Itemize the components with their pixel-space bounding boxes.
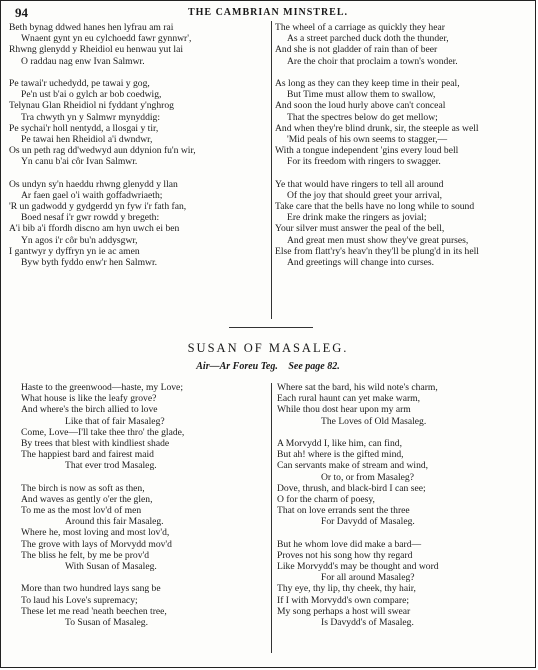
section-rule [229,327,313,328]
verse-line: The wheel of a carriage as quickly they hear [275,22,445,33]
verse-line: Tra chwyth yn y Salmwr mynyddig: [21,111,161,123]
verse-line: Can servants make of stream and wind, [277,460,429,472]
verse-line: Ye that would have ringers to tell all around [275,178,444,190]
song-left-column [21,382,184,628]
air-line [1,361,535,372]
verse-line: Pe sychai'r holl nentydd, a llosgai y tir, [9,122,159,134]
verse-line: And where's the birch allied to love [21,404,158,416]
verse-line: And she is not gladder of rain than of beer [275,44,438,56]
page-number: 94 [15,5,28,20]
verse-line: Boed nesaf i'r gwr rowdd y bregeth: [21,212,160,224]
column-divider [271,21,272,319]
verse-line: A Morvydd I, like him, can find, [277,437,402,449]
verse-line: A'i bib a'i ffordh discno am hyn uwch ei ben [9,223,180,235]
verse-line: Is Davydd's of Masaleg. [321,616,414,628]
verse-line: For Davydd of Masaleg. [321,516,415,528]
verse-line: Beth bynag ddwed hanes hen lyfrau am rai [9,22,174,33]
verse-line: And soon the loud hurly above can't conceal [275,100,446,112]
verse-line: Byw byth fyddo enw'r hen Salmwr. [21,256,158,268]
verse-line: O for the charm of poesy, [277,493,375,505]
verse-line: Os undyn sy'n haeddu rhwng glenydd y llan [9,178,178,190]
verse-line: Each rural haunt can yet make warm, [277,393,421,405]
verse-line: Where he, most loving and most lov'd, [21,527,170,539]
verse-line: Like that of fair Masaleg? [65,415,165,427]
verse-line: Or to, or from Masaleg? [321,471,414,483]
verse-line: Proves not his song how thy regard [277,549,413,561]
verse-line: Your silver must answer the peal of the bell, [275,223,445,235]
verse-line: Ere drink make the ringers as jovial; [287,212,427,224]
verse-line: That the spectres below do get mellow; [287,111,438,123]
verse-line: Are the choir that proclaim a town's wonder. [287,55,458,67]
verse-line: What house is like the leafy grove? [21,393,157,405]
verse-line: Around this fair Masaleg. [65,516,164,528]
song-title: SUSAN OF MASALEG. [187,341,349,355]
verse-line: The bliss he felt, by me be prov'd [21,549,150,561]
verse-line: And greetings will change into curses. [287,256,435,268]
welsh-verse-column [9,22,196,268]
verse-line: Yn agos i'r côr bu'n addysgwr, [21,234,138,246]
verse-line: That ever trod Masaleg. [65,460,157,472]
verse-line: Rhwng glenydd y Rheidiol eu henwau yut lai [9,44,183,56]
verse-line: But Time must allow them to swallow, [287,89,436,101]
verse-line: To Susan of Masaleg. [65,616,148,628]
verse-line: The happiest bard and fairest maid [21,449,154,461]
verse-line: Like Morvydd's may be thought and word [277,561,439,572]
verse-line: By trees that blest with kindliest shade [21,437,170,449]
running-title: THE CAMBRIAN MINSTREL. [187,7,349,18]
verse-line: Thy eye, thy lip, thy cheek, thy hair, [277,583,416,595]
verse-line: Pe tawai'r uchedydd, pe tawai y gog, [9,77,150,89]
verse-line: For all around Masaleg? [321,572,415,584]
verse-line: Come, Love—I'll take thee thro' the glade, [21,426,185,438]
verse-line: But ah! where is the gifted mind, [277,449,404,461]
verse-line: Else from flatt'ry's heav'n they'll be plung'd in its hell [275,245,479,257]
verse-line: The grove with lays of Morvydd mov'd [21,538,172,550]
verse-line: O raddau nag enw Ivan Salmwr. [21,55,145,67]
verse-line: And waves as gently o'er the glen, [21,493,153,505]
verse-line: Pe'n ust b'ai o gylch ar bob coedwig, [21,89,162,101]
verse-line: Telynau Glan Rheidiol ni fyddant y'nghrog [9,100,174,112]
verse-line: That on love errands sent the three [277,505,410,517]
song-right-column [277,382,439,628]
verse-line: Haste to the greenwood—haste, my Love; [21,382,183,393]
verse-line: Yn canu b'ai côr Ivan Salmwr. [21,156,138,168]
verse-line: As a street parched duck doth the thunder, [287,33,449,45]
verse-line: And when they're blind drunk, sir, the steeple as well [275,122,479,134]
verse-line: 'Mid peals of his own seems to stagger,— [287,133,448,145]
verse-line: The birch is now as soft as then, [21,482,145,494]
verse-line: If I with Morvydd's own compare; [277,594,410,606]
verse-line: 'R un gadwodd y gydgerdd yn fyw i'r fath fan, [9,201,187,212]
verse-line: Take care that the bells have no long while to sound [275,201,475,212]
verse-line: With a tongue independent 'gins every loud bell [275,145,459,157]
verse-line: The Loves of Old Masaleg. [321,415,427,427]
song-column-divider [271,383,272,653]
verse-line: Of the joy that should greet your arrival, [287,189,443,201]
verse-line: Ar faen gael o'i waith goffadwriaeth; [21,189,163,201]
page-header [15,5,521,21]
verse-line: I gantwyr y dyffryn yn ie ac amen [9,245,140,257]
verse-line: Dove, thrush, and black-bird I can see; [277,482,426,494]
verse-line: And great men must show they've great purses, [287,234,469,246]
verse-line: As long as they can they keep time in their peal, [275,77,460,89]
verse-line: To laud his Love's supremacy; [21,594,138,606]
verse-line: To me as the most lov'd of men [21,505,142,517]
verse-line: My song perhaps a host will swear [277,605,411,617]
see-page-reference: See page 82. [288,361,340,372]
verse-line: Where sat the bard, his wild note's charm, [277,382,438,393]
verse-line: For its freedom with ringers to swagger. [287,156,441,168]
verse-line: Wnaent gynt yn eu cylchoedd fawr gynnwr', [21,33,192,45]
verse-line: While thou dost hear upon my arm [277,404,411,416]
verse-line: With Susan of Masaleg. [65,561,157,572]
verse-line: Os un peth rag dd'wedwyd aun ddynion fu'n wir, [9,145,196,157]
air-label: Air—Ar Foreu Teg. [196,361,278,372]
english-verse-column [275,22,479,268]
verse-line: Pe tawai hen Rheidiol a'i dwndwr, [21,133,153,145]
verse-line: But he whom love did make a bard— [277,538,422,550]
verse-line: More than two hundred lays sang be [21,583,161,595]
verse-line: These let me read 'neath beechen tree, [21,605,167,617]
